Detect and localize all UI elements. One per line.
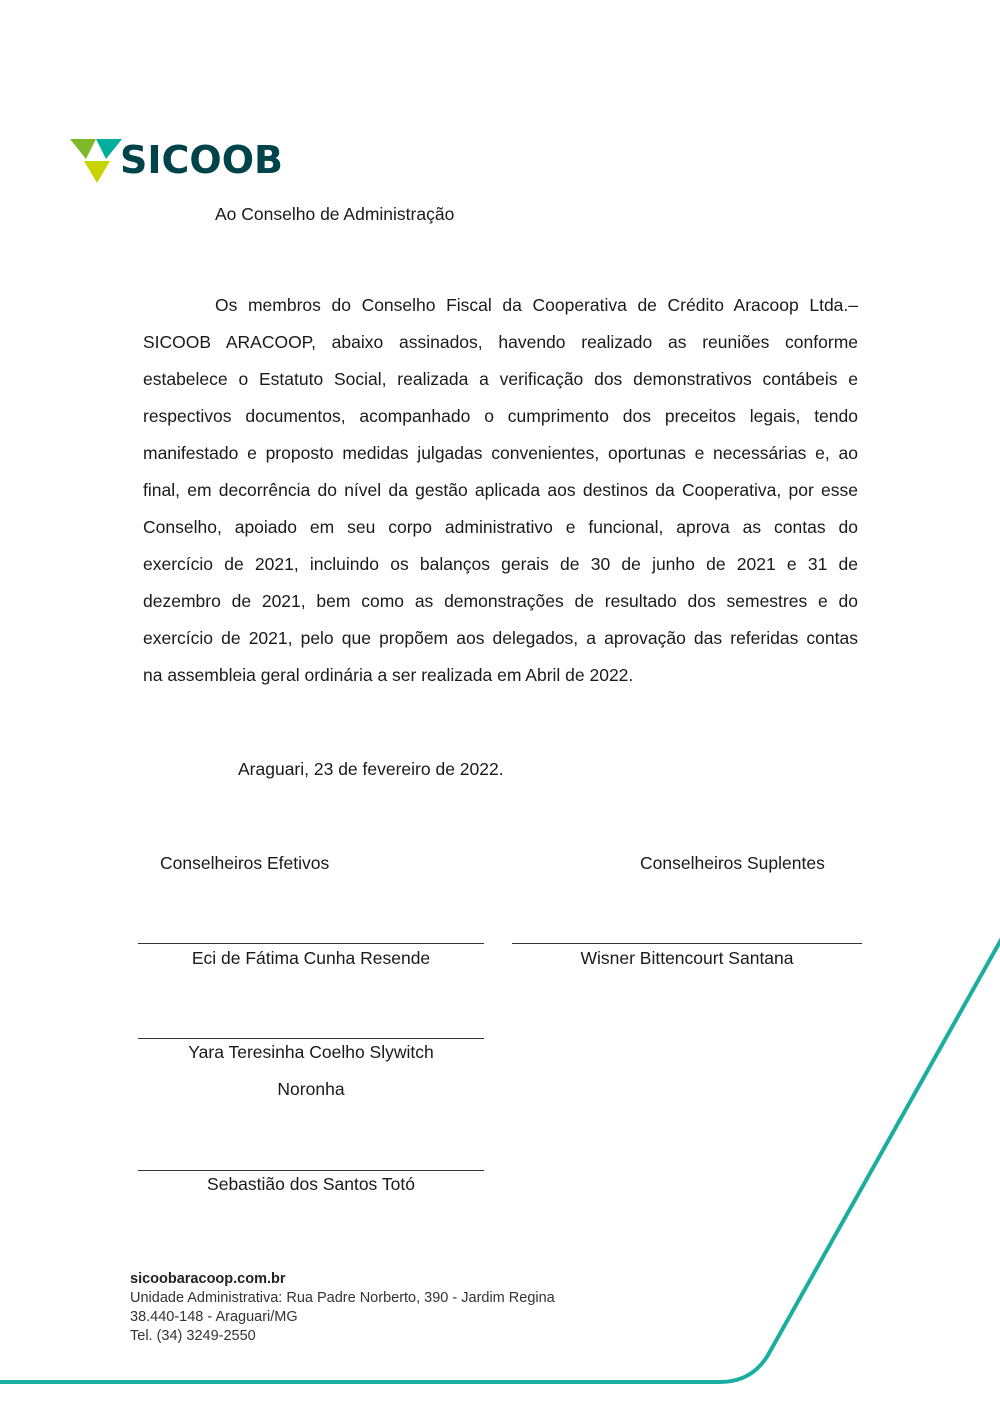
recipient: Ao Conselho de Administração	[215, 204, 455, 224]
body-line: dezembro de 2021, bem como as demonstrações de resultado dos semestres e do	[143, 591, 858, 611]
body-line: final, em decorrência do nível da gestão aplicada aos destinos da Cooperativa, por esse	[143, 480, 858, 500]
place-date: Araguari, 23 de fevereiro de 2022.	[238, 759, 504, 779]
body-line: Os membros do Conselho Fiscal da Cooperativa de Crédito Aracoop Ltda.–	[215, 295, 858, 315]
efetivos-heading: Conselheiros Efetivos	[160, 853, 330, 873]
body-line: SICOOB ARACOOP, abaixo assinados, havendo realizado as reuniões conforme	[143, 332, 858, 352]
body-line: manifestado e proposto medidas julgadas convenientes, oportunas e necessárias e, ao	[143, 443, 858, 463]
footer-phone: Tel. (34) 3249-2550	[130, 1328, 256, 1344]
body-line: exercício de 2021, incluindo os balanços gerais de 30 de junho de 2021 e 31 de	[143, 554, 858, 574]
footer-address: Unidade Administrativa: Rua Padre Norberto, 390 - Jardim Regina	[130, 1290, 555, 1306]
signer-name-cont: Noronha	[277, 1079, 345, 1099]
body-line: na assembleia geral ordinária a ser realizada em Abril de 2022.	[143, 665, 634, 685]
signer-name: Yara Teresinha Coelho Slywitch	[188, 1042, 434, 1062]
body-line: exercício de 2021, pelo que propõem aos delegados, a aprovação das referidas contas	[143, 628, 858, 648]
footer-website: sicoobaracoop.com.br	[130, 1271, 286, 1287]
body-line: estabelece o Estatuto Social, realizada a verificação dos demonstrativos contábeis e	[143, 369, 858, 389]
footer-city: 38.440-148 - Araguari/MG	[130, 1309, 298, 1325]
body-line: Conselho, apoiado em seu corpo administrativo e funcional, aprova as contas do	[143, 517, 858, 537]
signer-name: Eci de Fátima Cunha Resende	[191, 948, 431, 968]
signer-name: Wisner Bittencourt Santana	[580, 948, 794, 968]
signer-name: Sebastião dos Santos Totó	[207, 1174, 415, 1194]
sicoob-logo-text: SICOOB	[120, 138, 283, 182]
suplentes-heading: Conselheiros Suplentes	[640, 853, 825, 873]
body-line: respectivos documentos, acompanhado o cumprimento dos preceitos legais, tendo	[143, 406, 858, 426]
